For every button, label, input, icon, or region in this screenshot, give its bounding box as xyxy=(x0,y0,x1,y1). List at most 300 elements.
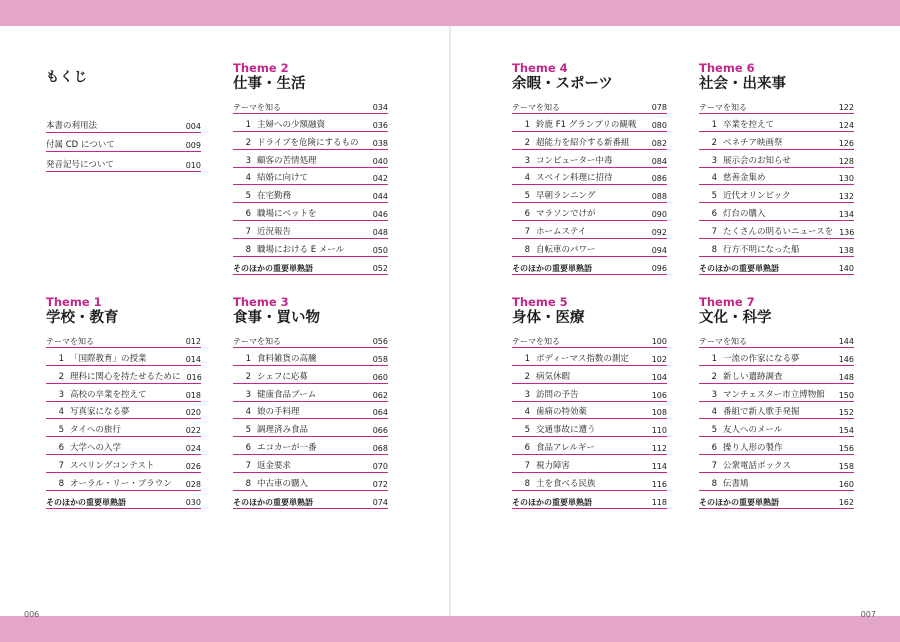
toc-extra-row[interactable] xyxy=(233,491,388,509)
toc-item[interactable] xyxy=(46,366,201,384)
item-label: 歯痛の特効薬 xyxy=(536,407,588,418)
bottom-band xyxy=(0,616,900,642)
item-number: 8 xyxy=(245,479,251,490)
item-label: そのほかの重要単熟語 xyxy=(699,497,779,507)
item-page: 108 xyxy=(651,408,667,418)
toc-item[interactable] xyxy=(512,366,667,384)
toc-extra-row[interactable] xyxy=(512,257,667,275)
item-label: 食品アレルギー xyxy=(536,443,595,454)
item-page: 116 xyxy=(651,480,667,490)
theme-section-7 xyxy=(699,296,854,509)
theme-title: 身体・医療 xyxy=(512,310,585,326)
item-number: 1 xyxy=(524,353,530,364)
toc-item[interactable] xyxy=(699,402,854,420)
toc-extra-row[interactable] xyxy=(512,491,667,509)
item-page: 128 xyxy=(838,156,854,166)
front-matter-row[interactable] xyxy=(46,133,201,153)
item-label: そのほかの重要単熟語 xyxy=(699,263,779,273)
item-label: 病気休暇 xyxy=(536,371,571,382)
item-label: そのほかの重要単熟語 xyxy=(512,263,592,273)
item-page: 094 xyxy=(651,246,667,256)
item-label: 自転車のパワー xyxy=(536,245,596,256)
item-label: 番組で新人歌手発掘 xyxy=(723,407,800,418)
item-label: 高校の卒業を控えて xyxy=(70,389,147,400)
toc-item[interactable] xyxy=(512,473,667,491)
toc-item[interactable] xyxy=(512,402,667,420)
item-page: 038 xyxy=(372,138,388,148)
item-label: 卒業を控えて xyxy=(723,119,775,130)
item-page: 074 xyxy=(372,497,388,507)
item-page: 126 xyxy=(838,138,854,148)
item-label: 健康食品ブーム xyxy=(257,389,317,400)
front-matter-label: 付属 CD について xyxy=(46,140,115,151)
item-page: 152 xyxy=(838,408,854,418)
item-label: 近代オリンピック xyxy=(723,191,791,202)
toc-item[interactable] xyxy=(46,402,201,420)
item-page: 018 xyxy=(185,390,201,400)
item-number: 3 xyxy=(711,389,717,400)
item-label: 中古車の購入 xyxy=(257,479,309,490)
item-page: 114 xyxy=(651,462,667,472)
toc-item[interactable] xyxy=(233,132,388,150)
front-matter-row[interactable] xyxy=(46,113,201,133)
item-number: 3 xyxy=(245,155,251,166)
toc-item[interactable] xyxy=(699,384,854,402)
theme-section-6 xyxy=(699,62,854,275)
item-label: 顧客の苦情処理 xyxy=(257,155,317,166)
item-number: 4 xyxy=(524,173,530,184)
item-number: 7 xyxy=(524,227,530,238)
item-number: 4 xyxy=(524,407,530,418)
item-label: 結婚に向けて xyxy=(257,173,309,184)
toc-item[interactable] xyxy=(46,348,201,366)
toc-item[interactable] xyxy=(512,221,667,239)
page-gutter xyxy=(449,26,451,616)
toc-item[interactable] xyxy=(699,114,854,132)
item-number: 7 xyxy=(245,227,251,238)
item-number: 7 xyxy=(58,461,64,472)
item-label: ホームステイ xyxy=(536,227,587,238)
toc-item[interactable] xyxy=(699,150,854,168)
item-page: 064 xyxy=(372,408,388,418)
toc-item[interactable] xyxy=(46,455,201,473)
item-label: 公衆電話ボックス xyxy=(723,461,791,472)
item-label: 展示会のお知らせ xyxy=(723,155,791,166)
item-page: 062 xyxy=(372,390,388,400)
item-number: 4 xyxy=(711,407,717,418)
toc-item[interactable] xyxy=(512,348,667,366)
item-page: 046 xyxy=(372,210,388,220)
item-number: 4 xyxy=(58,407,64,418)
item-label: 伝書鳩 xyxy=(723,479,749,490)
item-number: 1 xyxy=(524,119,530,130)
item-page: 110 xyxy=(651,426,667,436)
page-number-left: 006 xyxy=(24,610,40,619)
theme-section-3 xyxy=(233,296,388,509)
item-number: 8 xyxy=(711,245,717,256)
toc-item[interactable] xyxy=(233,419,388,437)
item-page: 118 xyxy=(651,497,667,507)
front-matter-page: 009 xyxy=(185,141,201,151)
toc-item[interactable] xyxy=(233,348,388,366)
item-number: 8 xyxy=(711,479,717,490)
item-label: オーラル・リー・ブラウン xyxy=(70,479,172,490)
item-number: 8 xyxy=(58,479,64,490)
item-page: 056 xyxy=(372,336,388,346)
item-label: 在宅勤務 xyxy=(257,191,292,202)
toc-item[interactable] xyxy=(512,150,667,168)
item-number: 6 xyxy=(711,209,717,220)
item-page: 154 xyxy=(838,426,854,436)
item-label: そのほかの重要単熟語 xyxy=(233,263,313,273)
toc-item[interactable] xyxy=(699,419,854,437)
item-label: ベネチア映画祭 xyxy=(723,137,783,148)
item-page: 048 xyxy=(372,228,388,238)
item-label: スペリングコンテスト xyxy=(70,461,155,472)
item-page: 022 xyxy=(185,426,201,436)
toc-item[interactable] xyxy=(46,437,201,455)
toc-item[interactable] xyxy=(233,402,388,420)
item-label: 大学への入学 xyxy=(70,443,122,454)
item-page: 016 xyxy=(186,372,202,382)
item-page: 100 xyxy=(651,336,667,346)
toc-item[interactable] xyxy=(699,168,854,186)
item-page: 012 xyxy=(185,336,201,346)
item-page: 162 xyxy=(838,497,854,507)
item-page: 104 xyxy=(651,372,667,382)
toc-item[interactable] xyxy=(699,437,854,455)
theme-label: Theme 3 xyxy=(233,295,289,309)
item-label: 近況報告 xyxy=(257,227,292,238)
toc-item[interactable] xyxy=(233,185,388,203)
item-page: 078 xyxy=(651,102,667,112)
item-page: 072 xyxy=(372,480,388,490)
item-page: 156 xyxy=(838,444,854,454)
theme-label: Theme 7 xyxy=(699,295,755,309)
item-page: 092 xyxy=(651,228,667,238)
toc-item[interactable] xyxy=(699,185,854,203)
theme-title: 仕事・生活 xyxy=(233,76,306,92)
item-label: テーマを知る xyxy=(233,102,281,112)
theme-label: Theme 6 xyxy=(699,61,755,75)
toc-item[interactable] xyxy=(512,114,667,132)
item-page: 024 xyxy=(185,444,201,454)
item-page: 080 xyxy=(651,120,667,130)
item-number: 5 xyxy=(524,191,530,202)
item-label: 鈴鹿 F1 グランプリの観戦 xyxy=(536,119,637,130)
item-number: 2 xyxy=(524,371,530,382)
item-page: 138 xyxy=(838,246,854,256)
item-number: 8 xyxy=(524,479,530,490)
toc-item[interactable] xyxy=(233,221,388,239)
item-number: 3 xyxy=(524,155,530,166)
toc-item[interactable] xyxy=(699,132,854,150)
toc-item[interactable] xyxy=(512,132,667,150)
toc-item[interactable] xyxy=(233,114,388,132)
item-page: 014 xyxy=(185,354,201,364)
item-label: スペイン料理に招待 xyxy=(536,173,613,184)
item-number: 6 xyxy=(58,443,64,454)
item-page: 086 xyxy=(651,174,667,184)
toc-item[interactable] xyxy=(512,168,667,186)
toc-extra-row[interactable] xyxy=(699,257,854,275)
item-page: 066 xyxy=(372,426,388,436)
item-number: 5 xyxy=(245,191,251,202)
item-page: 130 xyxy=(838,174,854,184)
toc-item[interactable] xyxy=(512,437,667,455)
toc-intro-row[interactable] xyxy=(699,96,854,114)
toc-item[interactable] xyxy=(46,419,201,437)
front-matter-page: 004 xyxy=(185,121,201,131)
item-page: 140 xyxy=(838,263,854,273)
front-matter-label: 発音記号について xyxy=(46,159,114,170)
item-label: マンチェスター市立博物館 xyxy=(723,389,825,400)
item-label: テーマを知る xyxy=(699,102,747,112)
item-page: 020 xyxy=(185,408,201,418)
toc-item[interactable] xyxy=(512,419,667,437)
item-number: 4 xyxy=(245,173,251,184)
toc-extra-row[interactable] xyxy=(699,491,854,509)
item-page: 068 xyxy=(372,444,388,454)
toc-item[interactable] xyxy=(699,455,854,473)
item-page: 028 xyxy=(185,480,201,490)
item-label: 職場における E メール xyxy=(257,245,345,256)
item-page: 136 xyxy=(839,228,855,238)
item-number: 6 xyxy=(524,209,530,220)
item-number: 3 xyxy=(711,155,717,166)
item-page: 034 xyxy=(372,102,388,112)
item-label: そのほかの重要単熟語 xyxy=(46,497,126,507)
item-page: 090 xyxy=(651,210,667,220)
toc-item[interactable] xyxy=(512,203,667,221)
toc-item[interactable] xyxy=(512,384,667,402)
item-label: 交通事故に遭う xyxy=(536,425,596,436)
item-number: 7 xyxy=(245,461,251,472)
item-page: 082 xyxy=(651,138,667,148)
toc-item[interactable] xyxy=(699,239,854,257)
item-number: 6 xyxy=(245,443,251,454)
item-page: 026 xyxy=(185,462,201,472)
item-label: ボディーマス指数の測定 xyxy=(536,353,629,364)
theme-section-5 xyxy=(512,296,667,509)
item-label: 慈善金集め xyxy=(723,173,766,184)
item-page: 042 xyxy=(372,174,388,184)
item-number: 5 xyxy=(524,425,530,436)
item-page: 036 xyxy=(372,120,388,130)
item-label: タイへの旅行 xyxy=(70,425,121,436)
toc-intro-row[interactable] xyxy=(512,96,667,114)
toc-item[interactable] xyxy=(233,473,388,491)
item-page: 096 xyxy=(651,263,667,273)
item-number: 2 xyxy=(524,137,530,148)
item-label: 灯台の購入 xyxy=(723,209,766,220)
toc-item[interactable] xyxy=(46,473,201,491)
item-number: 4 xyxy=(711,173,717,184)
theme-title: 学校・教育 xyxy=(46,310,119,326)
toc-item[interactable] xyxy=(233,455,388,473)
item-label: 調理済み食品 xyxy=(257,425,309,436)
front-matter-label: 本書の利用法 xyxy=(46,120,98,131)
item-label: コンピューター中毒 xyxy=(536,155,613,166)
item-number: 2 xyxy=(711,371,717,382)
item-page: 124 xyxy=(838,120,854,130)
theme-title: 社会・出来事 xyxy=(699,76,786,92)
toc-item[interactable] xyxy=(233,239,388,257)
toc-intro-row[interactable] xyxy=(233,96,388,114)
item-number: 4 xyxy=(245,407,251,418)
theme-section-1 xyxy=(46,296,201,509)
toc-item[interactable] xyxy=(233,168,388,186)
toc-item[interactable] xyxy=(233,384,388,402)
item-label: 訪問の予告 xyxy=(536,389,579,400)
item-label: そのほかの重要単熟語 xyxy=(512,497,592,507)
toc-item[interactable] xyxy=(46,384,201,402)
item-label: 理科に関心を持たせるために xyxy=(70,371,181,382)
item-label: たくさんの明るいニュースを xyxy=(723,227,834,238)
item-label: 行方不明になった船 xyxy=(723,245,800,256)
toc-item[interactable] xyxy=(512,239,667,257)
item-page: 112 xyxy=(651,444,667,454)
item-label: テーマを知る xyxy=(233,336,281,346)
front-matter-list xyxy=(46,113,201,172)
item-label: 操り人形の製作 xyxy=(723,443,783,454)
page-number-right: 007 xyxy=(860,610,876,619)
theme-section-4 xyxy=(512,62,667,275)
item-label: ドライブを危険にするもの xyxy=(257,137,359,148)
theme-label: Theme 1 xyxy=(46,295,102,309)
toc-item[interactable] xyxy=(699,366,854,384)
toc-intro-row[interactable] xyxy=(233,330,388,348)
top-band xyxy=(0,0,900,26)
item-label: 友人へのメール xyxy=(723,425,783,436)
item-page: 146 xyxy=(838,354,854,364)
item-number: 6 xyxy=(711,443,717,454)
item-page: 088 xyxy=(651,192,667,202)
item-page: 052 xyxy=(372,263,388,273)
toc-item[interactable] xyxy=(233,366,388,384)
theme-label: Theme 5 xyxy=(512,295,568,309)
theme-title: 文化・科学 xyxy=(699,310,772,326)
theme-label: Theme 2 xyxy=(233,61,289,75)
toc-item[interactable] xyxy=(699,473,854,491)
item-number: 5 xyxy=(58,425,64,436)
toc-item[interactable] xyxy=(699,221,854,239)
item-number: 1 xyxy=(245,353,251,364)
item-label: 新しい遺跡調査 xyxy=(723,371,783,382)
item-page: 122 xyxy=(838,102,854,112)
item-label: 写真家になる夢 xyxy=(70,407,130,418)
item-number: 8 xyxy=(245,245,251,256)
item-page: 160 xyxy=(838,480,854,490)
toc-item[interactable] xyxy=(512,455,667,473)
toc-item[interactable] xyxy=(233,437,388,455)
item-page: 084 xyxy=(651,156,667,166)
item-page: 132 xyxy=(838,192,854,202)
item-number: 6 xyxy=(245,209,251,220)
item-page: 044 xyxy=(372,192,388,202)
theme-section-2 xyxy=(233,62,388,275)
item-number: 1 xyxy=(58,353,64,364)
item-number: 3 xyxy=(524,389,530,400)
item-label: 視力障害 xyxy=(536,461,571,472)
item-label: 職場にペットを xyxy=(257,209,317,220)
item-label: マラソンでけが xyxy=(536,209,596,220)
toc-item[interactable] xyxy=(233,150,388,168)
item-label: 「国際教育」の授業 xyxy=(70,353,147,364)
front-matter-row[interactable] xyxy=(46,152,201,172)
theme-title: 余暇・スポーツ xyxy=(512,76,613,92)
item-label: シェフに応募 xyxy=(257,371,308,382)
item-number: 5 xyxy=(711,425,717,436)
item-label: 一流の作家になる夢 xyxy=(723,353,800,364)
item-page: 150 xyxy=(838,390,854,400)
toc-intro-row[interactable] xyxy=(512,330,667,348)
toc-item[interactable] xyxy=(699,348,854,366)
toc-extra-row[interactable] xyxy=(46,491,201,509)
item-label: テーマを知る xyxy=(512,102,560,112)
item-number: 1 xyxy=(245,119,251,130)
theme-label: Theme 4 xyxy=(512,61,568,75)
item-number: 3 xyxy=(58,389,64,400)
toc-heading: もくじ xyxy=(46,70,89,85)
item-page: 030 xyxy=(185,497,201,507)
item-label: エコカーが一番 xyxy=(257,443,317,454)
item-label: 主婦への少額融資 xyxy=(257,119,326,130)
item-page: 148 xyxy=(838,372,854,382)
item-page: 058 xyxy=(372,354,388,364)
item-number: 7 xyxy=(711,227,717,238)
item-label: 返金要求 xyxy=(257,461,292,472)
item-number: 1 xyxy=(711,353,717,364)
item-number: 5 xyxy=(245,425,251,436)
toc-item[interactable] xyxy=(699,203,854,221)
item-number: 2 xyxy=(711,137,717,148)
item-number: 8 xyxy=(524,245,530,256)
item-number: 2 xyxy=(58,371,64,382)
item-label: 娘の手料理 xyxy=(257,407,300,418)
toc-intro-row[interactable] xyxy=(699,330,854,348)
toc-item[interactable] xyxy=(233,203,388,221)
item-page: 060 xyxy=(372,372,388,382)
toc-intro-row[interactable] xyxy=(46,330,201,348)
item-number: 2 xyxy=(245,137,251,148)
item-label: テーマを知る xyxy=(46,336,94,346)
item-page: 070 xyxy=(372,462,388,472)
theme-title: 食事・買い物 xyxy=(233,310,320,326)
item-number: 7 xyxy=(711,461,717,472)
item-page: 040 xyxy=(372,156,388,166)
item-page: 050 xyxy=(372,246,388,256)
toc-item[interactable] xyxy=(512,185,667,203)
item-page: 158 xyxy=(838,462,854,472)
item-number: 2 xyxy=(245,371,251,382)
item-label: そのほかの重要単熟語 xyxy=(233,497,313,507)
item-number: 3 xyxy=(245,389,251,400)
item-label: テーマを知る xyxy=(512,336,560,346)
toc-extra-row[interactable] xyxy=(233,257,388,275)
item-page: 102 xyxy=(651,354,667,364)
item-number: 6 xyxy=(524,443,530,454)
item-page: 144 xyxy=(838,336,854,346)
item-label: 土を食べる民族 xyxy=(536,479,596,490)
item-label: 早朝ランニング xyxy=(536,191,596,202)
front-matter-page: 010 xyxy=(185,160,201,170)
item-label: 超能力を紹介する新番組 xyxy=(536,137,630,148)
item-page: 106 xyxy=(651,390,667,400)
item-number: 7 xyxy=(524,461,530,472)
item-label: テーマを知る xyxy=(699,336,747,346)
item-number: 1 xyxy=(711,119,717,130)
